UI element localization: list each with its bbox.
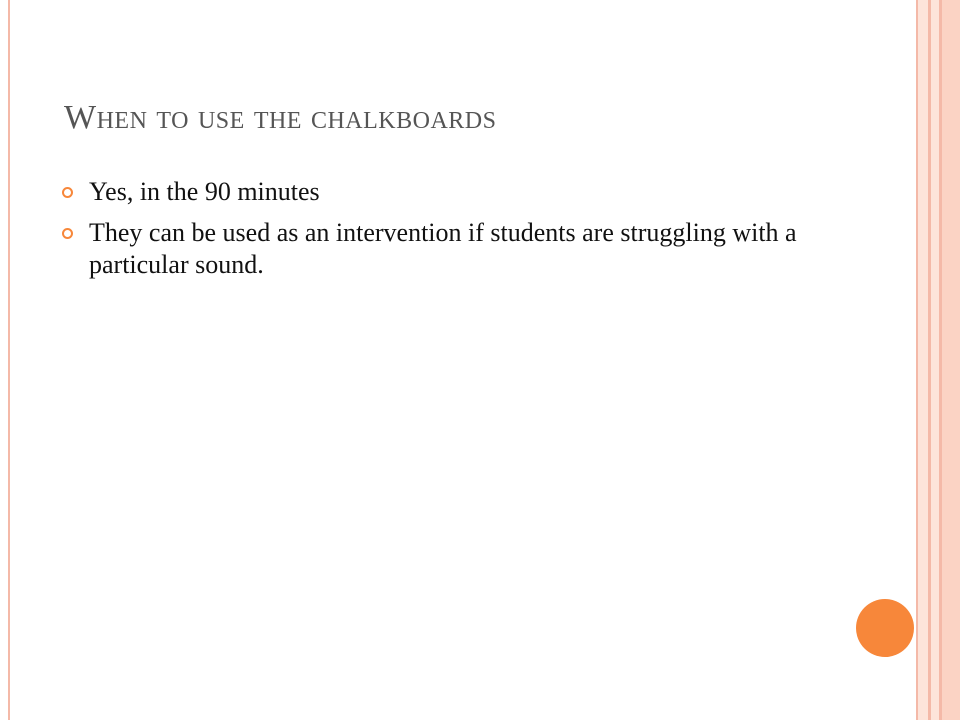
stripe <box>931 0 939 720</box>
bullet-text: They can be used as an intervention if students are struggling with a particular sound. <box>89 218 797 279</box>
bullet-text: Yes, in the 90 minutes <box>89 177 320 206</box>
circle-bullet-icon <box>62 228 73 239</box>
circle-bullet-icon <box>62 187 73 198</box>
list-item <box>62 176 822 208</box>
decorative-circle-icon <box>856 599 914 657</box>
slide-title: When to use the chalkboards <box>64 99 497 136</box>
left-border-line <box>8 0 10 720</box>
bullet-list <box>62 176 822 290</box>
list-item <box>62 217 822 281</box>
stripe <box>942 0 960 720</box>
right-decorative-stripes <box>916 0 960 720</box>
stripe <box>918 0 928 720</box>
